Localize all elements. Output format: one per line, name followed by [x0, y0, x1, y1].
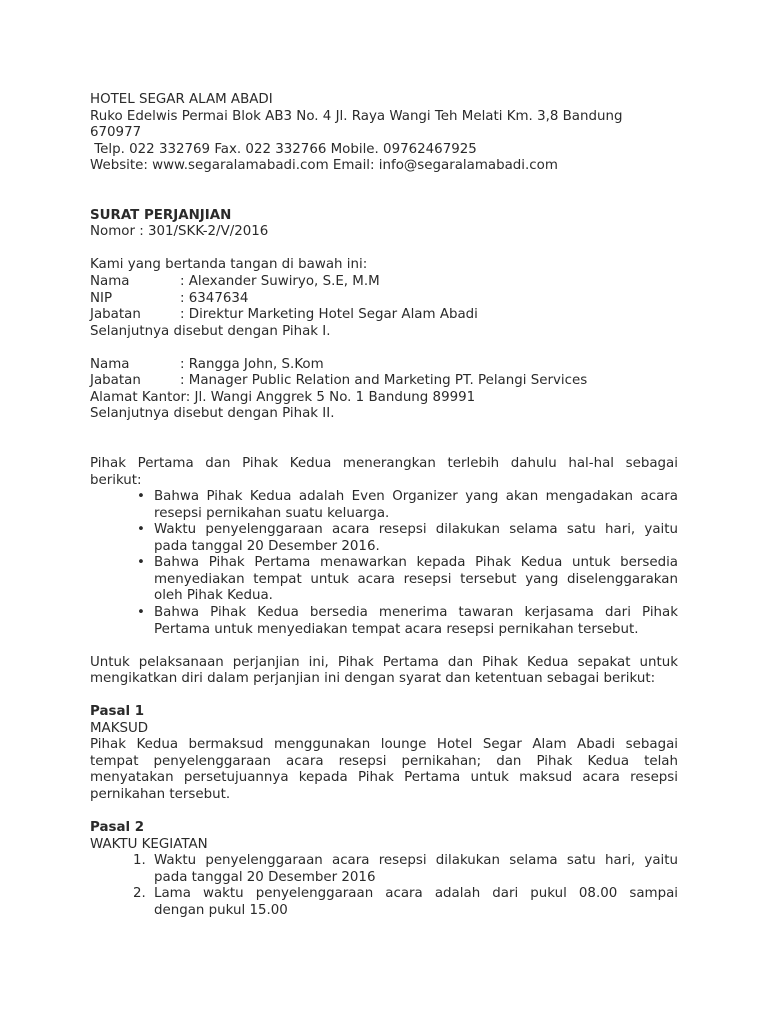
- bullet-icon: •: [137, 489, 145, 505]
- bullet-line: Waktu penyelenggaraan acara resepsi dilakukan selama satu hari, yaitu: [154, 522, 678, 538]
- document-title: SURAT PERJANJIAN: [90, 207, 232, 223]
- party2-name-row: [90, 357, 678, 374]
- document-page: [90, 92, 678, 919]
- pasal1-line: Pihak Kedua bermaksud menggunakan lounge Hotel Segar Alam Abadi sebagai: [90, 737, 678, 753]
- hotel-name: HOTEL SEGAR ALAM ABADI: [90, 92, 273, 107]
- bullet-line: menyediakan tempat untuk acara resepsi tersebut yang diselenggarakan: [154, 571, 678, 587]
- pasal1-heading: Pasal 1: [90, 704, 145, 720]
- label: NIP: [90, 290, 113, 306]
- party1-nip-row: [90, 291, 678, 308]
- item-line: Waktu penyelenggaraan acara resepsi dilakukan selama satu hari, yaitu: [154, 853, 678, 869]
- bullet-line: resepsi pernikahan suatu keluarga.: [154, 505, 390, 521]
- preamble-line: Pihak Pertama dan Pihak Kedua menerangkan terlebih dahulu hal-hal sebagai: [90, 456, 678, 472]
- bullet-line: Bahwa Pihak Pertama menawarkan kepada Pihak Kedua untuk bersedia: [154, 555, 678, 571]
- bullet-line: Pertama untuk menyediakan tempat acara resepsi pernikahan tersebut.: [154, 621, 639, 637]
- party2-closing: Selanjutnya disebut dengan Pihak II.: [90, 406, 335, 422]
- intro-text: Kami yang bertanda tangan di bawah ini:: [90, 257, 368, 273]
- bullet-item: [137, 555, 678, 605]
- party2-address: Alamat Kantor: Jl. Wangi Anggrek 5 No. 1 Bandung 89991: [90, 389, 476, 405]
- label: Nama: [90, 356, 130, 372]
- item-number: 2.: [133, 886, 146, 902]
- bullet-line: oleh Pihak Kedua.: [154, 588, 273, 604]
- value: : Manager Public Relation and Marketing PT. Pelangi Services: [180, 373, 588, 389]
- party2-position-row: [90, 373, 678, 390]
- pasal1-line: pernikahan tersebut.: [90, 786, 231, 802]
- party1-position-row: [90, 307, 678, 324]
- bullet-line: Bahwa Pihak Kedua bersedia menerima tawaran kerjasama dari Pihak: [154, 604, 678, 620]
- item-line: pada tanggal 20 Desember 2016: [154, 869, 376, 885]
- label: Jabatan: [90, 307, 141, 323]
- value: : Alexander Suwiryo, S.E, M.M: [180, 274, 380, 290]
- numbered-item: [133, 886, 678, 919]
- bullet-item: [137, 604, 678, 638]
- label: Nama: [90, 274, 130, 290]
- hotel-address: Ruko Edelwis Permai Blok AB3 No. 4 Jl. Raya Wangi Teh Melati Km. 3,8 Bandung: [90, 108, 623, 124]
- pasal2-heading: Pasal 2: [90, 820, 145, 836]
- bullet-item: [137, 522, 678, 555]
- bullet-line: Bahwa Pihak Kedua adalah Even Organizer yang akan mengadakan acara: [154, 489, 678, 505]
- value: : Direktur Marketing Hotel Segar Alam Abadi: [180, 307, 478, 323]
- hotel-web: Website: www.segaralamabadi.com Email: info@segaralamabadi.com: [90, 158, 558, 174]
- bullet-icon: •: [137, 604, 145, 620]
- hotel-contact: Telp. 022 332769 Fax. 022 332766 Mobile. 09762467925: [90, 141, 477, 157]
- hotel-postcode: 670977: [90, 125, 142, 141]
- value: : 6347634: [180, 290, 249, 306]
- bullet-item: [137, 489, 678, 522]
- item-number: 1.: [133, 853, 146, 869]
- party1-closing: Selanjutnya disebut dengan Pihak I.: [90, 323, 331, 339]
- pasal1-line: tempat penyelenggaraan acara resepsi pernikahan; dan Pihak Kedua telah: [90, 753, 678, 769]
- bullet-line: pada tanggal 20 Desember 2016.: [154, 538, 380, 554]
- value: : Rangga John, S.Kom: [180, 356, 324, 372]
- bullet-icon: •: [137, 522, 145, 538]
- pasal1-line: menyatakan persetujuannya kepada Pihak Pertama untuk maksud acara resepsi: [90, 770, 678, 786]
- pasal1-subtitle: MAKSUD: [90, 720, 149, 736]
- preamble-line: berikut:: [90, 472, 142, 488]
- bullet-icon: •: [137, 555, 145, 571]
- agreement-line: mengikatkan diri dalam perjanjian ini dengan syarat dan ketentuan sebagai berikut:: [90, 671, 656, 687]
- pasal2-subtitle: WAKTU KEGIATAN: [90, 836, 208, 852]
- party1-name-row: [90, 274, 678, 291]
- numbered-item: [133, 853, 678, 886]
- document-number: Nomor : 301/SKK-2/V/2016: [90, 224, 269, 240]
- item-line: dengan pukul 15.00: [154, 902, 288, 918]
- item-line: Lama waktu penyelenggaraan acara adalah dari pukul 08.00 sampai: [154, 886, 678, 902]
- label: Jabatan: [90, 373, 141, 389]
- agreement-line: Untuk pelaksanaan perjanjian ini, Pihak Pertama dan Pihak Kedua sepakat untuk: [90, 654, 678, 670]
